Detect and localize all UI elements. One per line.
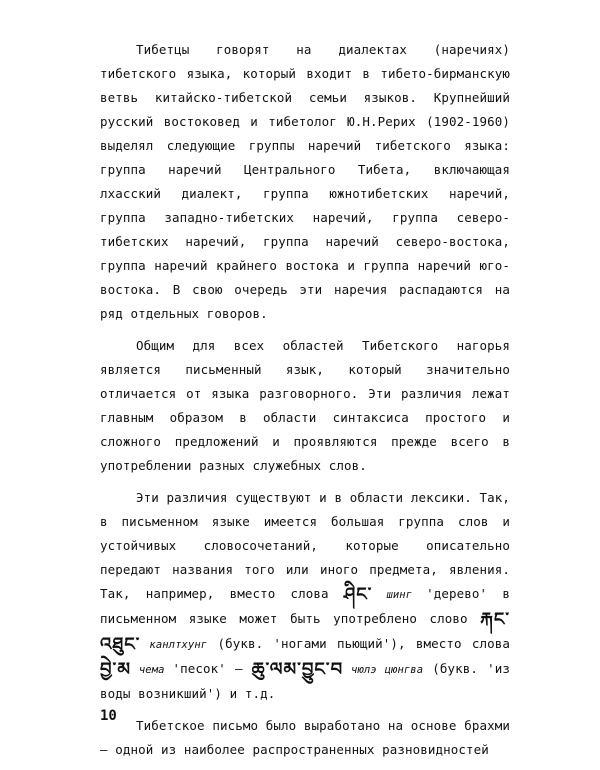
gloss-chulam: (букв. 'из воды возникший') и т.д.: [100, 661, 511, 701]
tibetan-word-chulam: ཆུ་ལམ་བྱུང་བ: [251, 659, 344, 680]
translit-shing: шинг: [372, 589, 427, 601]
translit-chema: чема: [130, 664, 173, 676]
translit-chulam: чюлэ цюнгва: [343, 664, 424, 676]
paragraph-lexicon: [100, 486, 510, 706]
tibetan-word-kangthung: རྐང་འཐུང་: [100, 609, 510, 655]
example-line-start: вместо слова: [229, 586, 344, 601]
tibetan-word-chema: བྱེ་མ: [100, 659, 131, 680]
lexicon-intro: Эти различия существуют и в области лексики. Так, в письменном языке имеется большая группа слов и устойчивых словосочетаний, которые описательно передают названия того или иного предмета, явления. Так, например,: [100, 490, 510, 601]
gloss-kangthung: (букв. 'ногами пьющий'), вместо слова: [207, 636, 511, 651]
translit-kangthung: канлтхунг: [140, 639, 208, 651]
gloss-shing: 'дерево' в письменном языке может быть употреблено слово: [100, 586, 510, 626]
page-number: 10: [100, 708, 117, 724]
tibetan-word-shing: ཤིང་: [343, 584, 373, 605]
paragraph-written-language: Общим для всех областей Тибетского нагорья является письменный язык, который значительно отличается от языка разговорного. Эти различия лежат главным образом в области синтаксиса простого и сложного предложений и проявляются прежде всего в употреблении разных служебных слов.: [100, 338, 510, 473]
body-text: [100, 38, 510, 770]
gloss-chema: 'песок' –: [172, 661, 252, 676]
paragraph-dialects: Тибетцы говорят на диалектах (наречиях) тибетского языка, который входит в тибето-бирманскую ветвь китайско-тибетской семьи языков. Крупнейший русский востоковед и тибетолог Ю.Н.Рерих (1902-1960) выделял следующие группы наречий тибетского языка: группа наречий Центрального Тибета, включающая лхасский диалект, группа южнотибетских наречий, группа западно-тибетских наречий, группа северо-тибетских наречий, группа наречий северо-востока, группа наречий крайнего востока и группа наречий юго-востока. В свою очередь эти наречия распадаются на ряд отдельных говоров.: [100, 42, 510, 321]
paragraph-script: Тибетское письмо было выработано на основе брахми – одной из наиболее распространенных разновидностей: [100, 718, 510, 757]
